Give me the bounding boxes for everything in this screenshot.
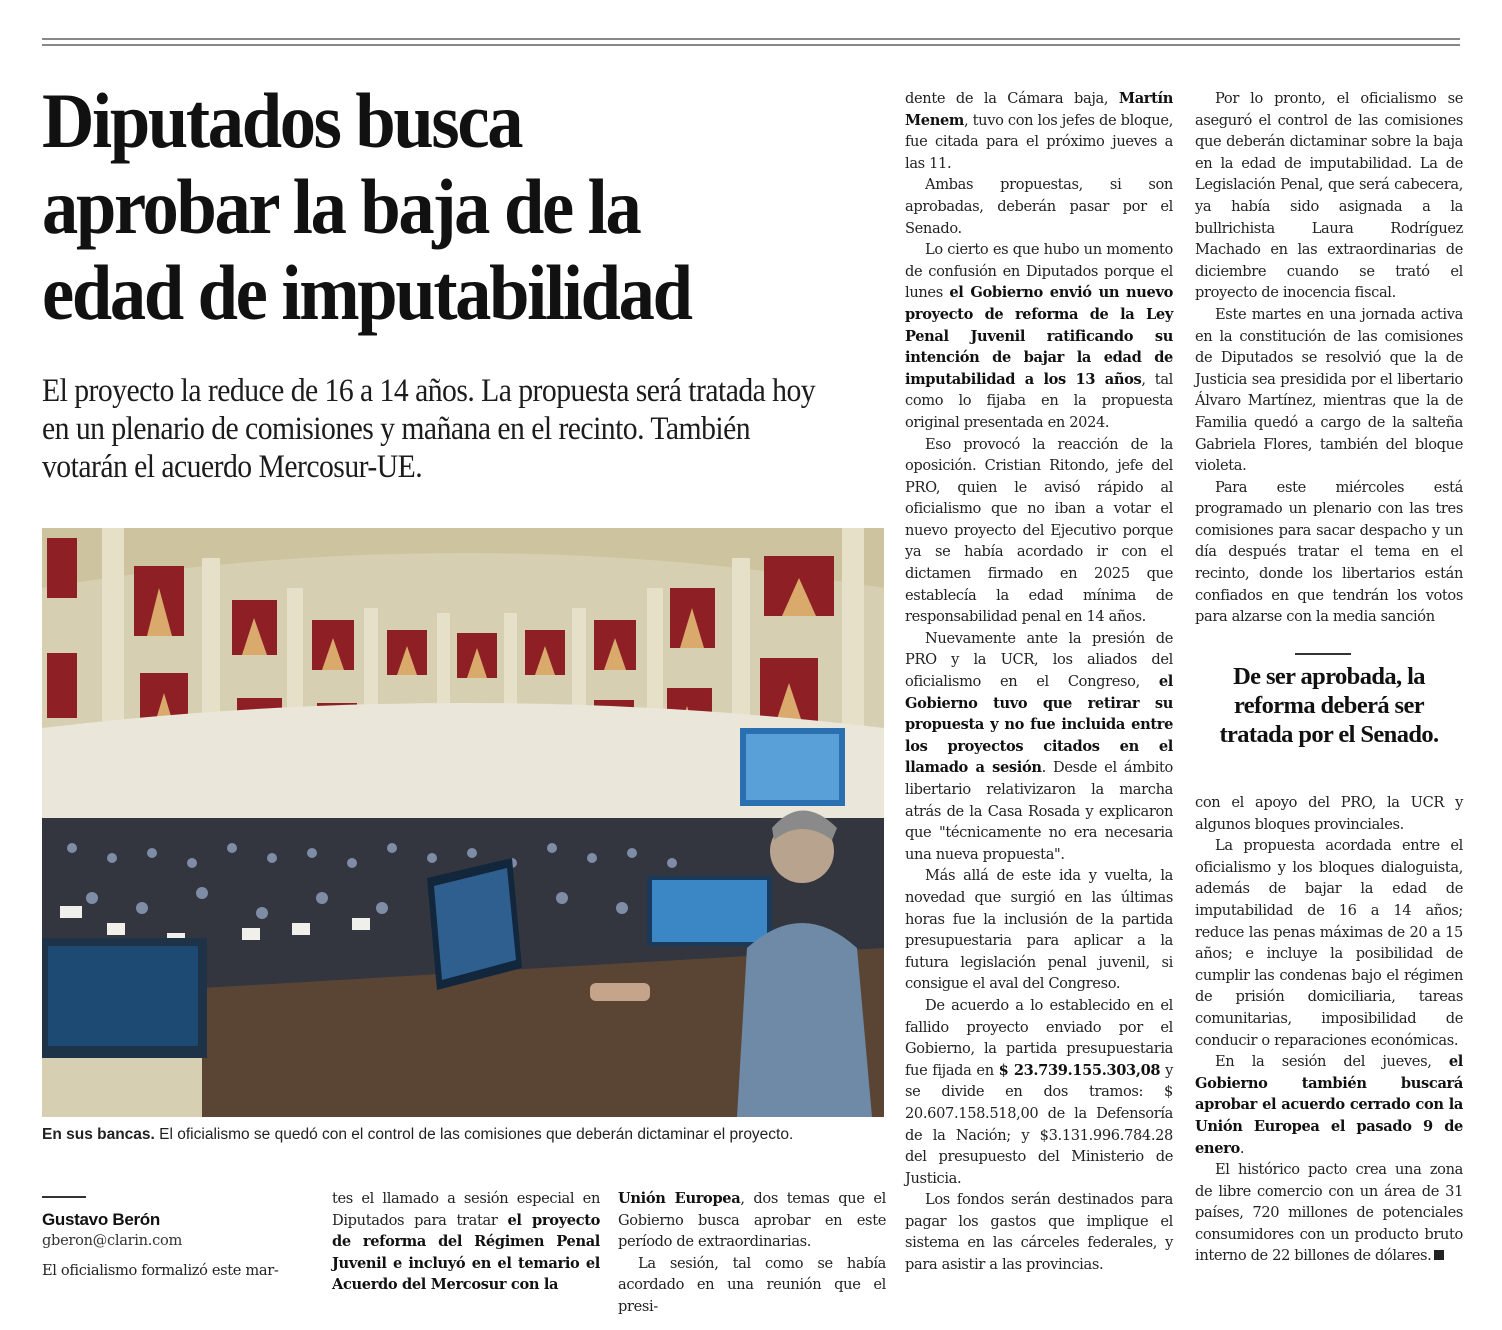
paragraph-emphasis: el Gobierno tuvo que retirar su propuesta y no fue incluida entre los proyectos citados en el llamado a sesión [905, 673, 1173, 777]
byline-rule [42, 1196, 86, 1198]
paragraph [332, 1188, 600, 1296]
paragraph-text: tes el llamado a sesión especial en Diputados para tratar [332, 1190, 600, 1229]
paragraph [905, 628, 1173, 866]
paragraph [1195, 1159, 1463, 1267]
paragraph: con el apoyo del PRO, la UCR y algunos bloques provinciales. [1195, 794, 1463, 833]
paragraph-text: , dos temas que el Gobierno busca aprobar en este período de extraordinarias. [618, 1190, 886, 1251]
paragraph [905, 239, 1173, 433]
top-rule-secondary [42, 44, 1460, 46]
paragraph-text: El histórico pacto crea una zona de libre comercio con un área de 31 países, 720 millones de potenciales consumidores con un producto bruto interno de 22 billones de dólares. [1195, 1161, 1463, 1265]
paragraph: La sesión, tal como se había acordado en una reunión que el presi- [618, 1254, 886, 1315]
article-column-5 [1195, 88, 1463, 628]
pullquote-rule [1295, 653, 1351, 655]
paragraph: Ambas propuestas, si son aprobadas, deberán pasar por el Senado. [905, 176, 1173, 237]
paragraph: Para este miércoles está programado un plenario con las tres comisiones para sacar despacho y un día después tratar el tema en el recinto, donde los libertarios están confiados en que tendrán los votos para alzarse con la media sanción [1195, 478, 1463, 626]
caption-lead: En sus bancas. [42, 1126, 155, 1143]
article-column-4 [905, 88, 1173, 1276]
paragraph-text: Nuevamente ante la presión de PRO y la UCR, los aliados del oficialismo en el Congreso, [905, 629, 1173, 691]
paragraph [1195, 1051, 1463, 1159]
paragraph-emphasis: el Gobierno también buscará aprobar el acuerdo cerrado con la Unión Europea el pasado 9 de enero [1195, 1053, 1463, 1157]
end-of-article-square-icon [1434, 1250, 1444, 1260]
article-column-1 [42, 1260, 312, 1282]
caption-text: El oficialismo se quedó con el control de las comisiones que deberán dictaminar el proyecto. [154, 1126, 794, 1143]
paragraph-text: , tal como lo fijaba en la propuesta original presentada en 2024. [905, 370, 1173, 431]
pullquote: De ser aprobada, la reforma deberá ser tratada por el Senado. [1219, 663, 1439, 748]
subheadline: El proyecto la reduce de 16 a 14 años. La propuesta será tratada hoy en un plenario de comisiones y mañana en el recinto. También votarán el acuerdo Mercosur-UE. [42, 373, 816, 485]
paragraph-text: dente de la Cámara baja, [905, 90, 1119, 107]
paragraph: Eso provocó la reacción de la oposición. Cristian Ritondo, jefe del PRO, quien le avisó rápido al oficialismo que no iban a votar el nuevo proyecto del Ejecutivo porque ya se había acordado ir con el dictamen firmado en 2025 que establecía la edad mínima de responsabilidad penal en 14 años. [905, 435, 1173, 626]
paragraph: Por lo pronto, el oficialismo se aseguró el control de las comisiones que deberán dictaminar sobre la baja en la edad de imputabilidad. La de Legislación Penal, que será cabecera, ya había sido asignada a la bullrichista Laura Rodríguez Machado en las extraordinarias de diciembre cuando se trató el proyecto de inocencia fiscal. [1195, 90, 1463, 302]
paragraph-emphasis: Martín Menem [905, 90, 1173, 129]
top-rule [42, 38, 1460, 40]
paragraph-text: De acuerdo a lo establecido en el fallido proyecto enviado por el Gobierno, la partida presupuestaria fue fijada en [905, 996, 1173, 1079]
paragraph-text: y se divide en dos tramos: $ 20.607.158.518,00 de la Defensoría de la Nación; y $3.131.996.784.28 del presupuesto del Ministerio de Justicia. [905, 1061, 1173, 1187]
author-name: Gustavo Berón [42, 1210, 160, 1229]
paragraph-emphasis: Unión Europea [618, 1190, 741, 1207]
paragraph [905, 88, 1173, 174]
headline [42, 78, 842, 336]
chamber-photo-illustration [42, 528, 884, 1117]
paragraph-text: , tuvo con los jefes de bloque, fue citada para el próximo jueves a las 11. [905, 111, 1173, 172]
paragraph-text: En la sesión del jueves, [1215, 1053, 1449, 1071]
paragraph [618, 1188, 886, 1253]
article-column-5-continued [1195, 792, 1463, 1267]
headline-line: Diputados busca [42, 77, 522, 164]
paragraph-text: . [1239, 1139, 1245, 1157]
paragraph: El oficialismo formalizó este mar- [42, 1262, 279, 1279]
paragraph: La propuesta acordada entre el oficialismo y los bloques dialoguista, además de bajar la edad de imputabilidad de 16 a 14 años; reduce las penas máximas de 20 a 15 años; e incluye la posibilidad de cumplir las condenas bajo el régimen de prisión domiciliaria, tareas comunitarias, imposibilidad de conducir o reparaciones económicas. [1195, 837, 1463, 1049]
paragraph: Este martes en una jornada activa en la constitución de las comisiones de Diputados se resolvió que la de Justicia sea presidida por el libertario Álvaro Martínez, mientras que la de Familia quedó a cargo de la salteña Gabriela Flores, también del bloque violeta. [1195, 305, 1463, 475]
article-column-2 [332, 1188, 600, 1296]
paragraph-emphasis: el Gobierno envió un nuevo proyecto de reforma de la Ley Penal Juvenil ratificando su intención de bajar la edad de imputabilidad a los 13 años [905, 284, 1173, 388]
paragraph [905, 995, 1173, 1189]
paragraph-text: . Desde el ámbito libertario relativizaron la marcha atrás de la Casa Rosada y explicaron que "técnicamente no era necesaria una nueva propuesta". [905, 759, 1173, 863]
headline-line: edad de imputabilidad [42, 249, 691, 336]
paragraph-emphasis: $ 23.739.155.303,08 [998, 1061, 1161, 1079]
paragraph-text: Lo cierto es que hubo un momento de confusión en Diputados porque el lunes [905, 241, 1173, 302]
author-email[interactable]: gberon@clarin.com [42, 1232, 182, 1249]
article-photo [42, 528, 884, 1117]
photo-caption [42, 1125, 892, 1145]
paragraph: Los fondos serán destinados para pagar los gastos que implique el sistema en las cárceles federales, y para asistir a las provincias. [905, 1191, 1173, 1274]
article-column-3 [618, 1188, 886, 1318]
headline-line: aprobar la baja de la [42, 163, 640, 250]
paragraph: Más allá de este ida y vuelta, la novedad que surgió en las últimas horas fue la inclusión de la partida presupuestaria para aplicar a la futura legislación penal juvenil, si consigue el aval del Congreso. [905, 867, 1173, 993]
paragraph-emphasis: el proyecto de reforma del Régimen Penal Juvenil e incluyó en el temario el Acuerdo del Mercosur con la [332, 1211, 600, 1294]
